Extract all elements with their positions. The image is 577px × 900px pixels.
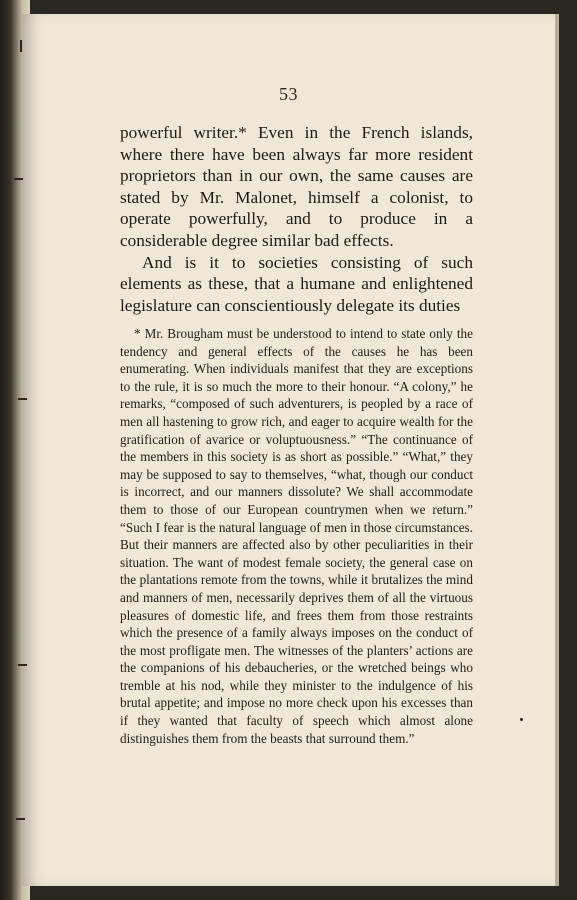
paragraph: And is it to societies consisting of such elements as these, that a humane and enlightened legislature can conscientiously delegate its duties [120,252,473,315]
page-edge [555,14,559,886]
page-number: 53 [279,84,298,104]
gutter-mark [20,40,22,52]
gutter-mark [16,818,25,820]
gutter-mark [18,664,27,666]
footnote: * Mr. Brougham must be understood to intend to state only the tendency and general effects of the causes he has been enumerating. When individuals manifest that they are exceptions to the rule, it is so much the more to their honour. “A colony,” he remarks, “composed of such adventurers, is peopled by a race of men all hastening to grow rich, and eager to acquire wealth for the gratification of avarice or voluptuousness.” “The continuance of the members in this society is as short as possible.” “What,” they may be supposed to say to themselves, “what, though our conduct is incorrect, and our manners dissolute? We shall accommodate them to those of our European countrymen when we return.” “Such I fear is the natural language of men in those circumstances. But their manners are affected also by other peculiarities in their situation. The want of modest female society, the general case on the plantations remote from the towns, while it brutalizes the mind and manners of men, necessarily deprives them of all the virtuous pleasures of domestic life, and frees them from those restraints which the presence of a family always imposes on the conduct of the most profligate men. The witnesses of the planters’ actions are the companions of his debaucheries, or the wretched beings who tremble at his nod, while they minister to the indulgence of his brutal appetite; and impose no more check upon his excesses than if they wanted that faculty of speech which almost alone distinguishes them from the beasts that surround them.” [120,326,473,746]
paragraph: powerful writer.* Even in the French islands, where there have been always far more resident proprietors than in our own, the same causes are stated by Mr. Malonet, himself a colonist, to operate powerfully, and to produce in a considerable degree similar bad effects. [120,123,473,250]
gutter-mark [14,178,23,180]
margin-dot [520,718,523,721]
body-text [120,122,473,316]
gutter-mark [18,398,27,400]
